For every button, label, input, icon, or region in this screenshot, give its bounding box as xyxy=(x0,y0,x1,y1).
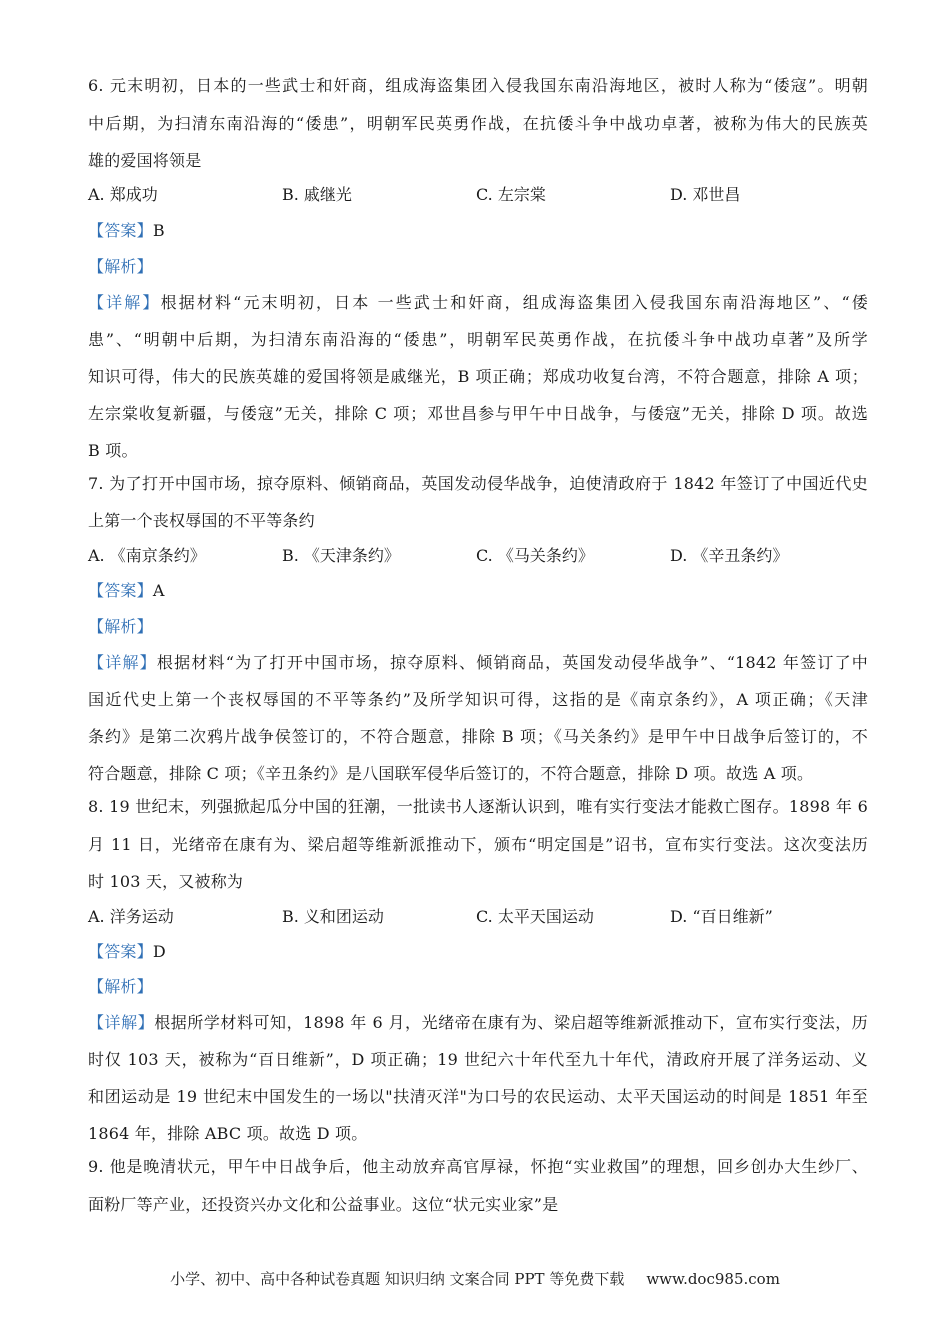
footer-url[interactable]: www.doc985.com xyxy=(646,1270,780,1288)
q8-option-a: A. 洋务运动 xyxy=(88,907,174,926)
q6-stem-line-1: 6. 元末明初，日本的一些武士和奸商，组成海盗集团入侵我国东南沿海地区，被时人称为“倭寇”。明朝 xyxy=(88,76,868,95)
q6-detail-line-2: 患”、“明朝中后期，为扫清东南沿海的“倭患”，明朝军民英勇作战，在抗倭斗争中战功卓著”及所学 xyxy=(88,330,868,349)
q7-detail-line-2: 国近代史上第一个丧权辱国的不平等条约”及所学知识可得，这指的是《南京条约》，A 项正确；《天津 xyxy=(88,690,868,709)
q8-detail-line-3: 和团运动是 19 世纪末中国发生的一场以"扶清灭洋"为口号的农民运动、太平天国运动的时间是 1851 年至 xyxy=(88,1087,868,1106)
q6-detail-line-5: B 项。 xyxy=(88,441,138,460)
q6-answer-value: B xyxy=(152,221,165,240)
q8-detail-line-2: 时仅 103 天，被称为“百日维新”，D 项正确；19 世纪六十年代至九十年代，清政府开展了洋务运动、义 xyxy=(88,1050,868,1069)
q7-detail-line-1: 【详解】根据材料“为了打开中国市场，掠夺原料、倾销商品，英国发动侵华战争”、“1842 年签订了中 xyxy=(88,653,868,672)
q9-stem-line-2: 面粉厂等产业，还投资兴办文化和公益事业。这位“状元实业家”是 xyxy=(88,1195,559,1214)
q7-stem-line-1: 7. 为了打开中国市场，掠夺原料、倾销商品，英国发动侵华战争，迫使清政府于 1842 年签订了中国近代史 xyxy=(88,474,868,493)
answer-tag: 【答案】 xyxy=(88,942,153,961)
q6-analysis xyxy=(88,256,868,278)
q7-stem-line-2: 上第一个丧权辱国的不平等条约 xyxy=(88,511,315,530)
analysis-tag: 【解析】 xyxy=(88,257,153,276)
q7-answer-value: A xyxy=(152,581,165,600)
answer-tag: 【答案】 xyxy=(88,581,153,600)
q8-stem-line-3: 时 103 天，又被称为 xyxy=(88,872,244,891)
q7-analysis xyxy=(88,616,868,638)
q7-option-b: B. 《天津条约》 xyxy=(282,546,400,565)
q8-answer xyxy=(88,941,868,963)
q7-option-c: C. 《马关条约》 xyxy=(476,546,594,565)
detail-tag: 【详解】 xyxy=(88,293,161,312)
q8-option-c: C. 太平天国运动 xyxy=(476,907,594,926)
q8-stem-line-2: 月 11 日，光绪帝在康有为、梁启超等维新派推动下，颁布“明定国是”诏书，宣布实行变法。这次变法历 xyxy=(88,835,868,854)
answer-tag: 【答案】 xyxy=(88,221,153,240)
q7-detail-line-3: 条约》是第二次鸦片战争侯签订的，不符合题意，排除 B 项；《马关条约》是甲午中日战争后签订的，不 xyxy=(88,727,868,746)
detail-tag: 【详解】 xyxy=(88,653,157,672)
q8-option-b: B. 义和团运动 xyxy=(282,907,384,926)
q8-option-d: D. “百日维新” xyxy=(670,907,773,926)
detail-tag: 【详解】 xyxy=(88,1013,155,1032)
q9-stem-line-1: 9. 他是晚清状元，甲午中日战争后，他主动放弃高官厚禄，怀抱“实业救国”的理想，回乡创办大生纱厂、 xyxy=(88,1157,868,1176)
q6-detail-line-3: 知识可得，伟大的民族英雄的爱国将领是戚继光，B 项正确；郑成功收复台湾，不符合题意，排除 A 项； xyxy=(88,367,868,386)
q6-option-c: C. 左宗棠 xyxy=(476,185,546,204)
q8-detail-line-4: 1864 年，排除 ABC 项。故选 D 项。 xyxy=(88,1124,368,1143)
q6-option-b: B. 戚继光 xyxy=(282,185,352,204)
q7-option-a: A. 《南京条约》 xyxy=(88,546,206,565)
q6-detail-line-4: 左宗棠收复新疆，与倭寇”无关，排除 C 项；邓世昌参与甲午中日战争，与倭寇”无关，排除 D 项。故选 xyxy=(88,404,868,423)
q7-option-d: D. 《辛丑条约》 xyxy=(670,546,789,565)
q6-option-a: A. 郑成功 xyxy=(88,185,158,204)
page-footer xyxy=(0,1268,950,1290)
q8-answer-value: D xyxy=(152,942,166,961)
q7-detail-line-4: 符合题意，排除 C 项；《辛丑条约》是八国联军侵华后签订的，不符合题意，排除 D 项。故选 A 项。 xyxy=(88,764,814,783)
q6-answer xyxy=(88,220,868,242)
q6-detail-line-1: 【详解】根据材料“元末明初，日本 一些武士和奸商，组成海盗集团入侵我国东南沿海地区”、“倭 xyxy=(88,293,868,312)
q6-stem-line-2: 中后期，为扫清东南沿海的“倭患”，明朝军民英勇作战，在抗倭斗争中战功卓著，被称为伟大的民族英 xyxy=(88,114,868,133)
q7-answer xyxy=(88,580,868,602)
analysis-tag: 【解析】 xyxy=(88,617,153,636)
q8-detail-line-1: 【详解】根据所学材料可知，1898 年 6 月，光绪帝在康有为、梁启超等维新派推动下，宣布实行变法，历 xyxy=(88,1013,868,1032)
q8-stem-line-1: 8. 19 世纪末，列强掀起瓜分中国的狂潮，一批读书人逐渐认识到，唯有实行变法才能救亡图存。1898 年 6 xyxy=(88,797,868,816)
analysis-tag: 【解析】 xyxy=(88,977,153,996)
q6-stem-line-3: 雄的爱国将领是 xyxy=(88,151,202,170)
footer-text: 小学、初中、高中各种试卷真题 知识归纳 文案合同 PPT 等免费下载 xyxy=(170,1270,625,1288)
q8-analysis xyxy=(88,976,868,998)
q6-option-d: D. 邓世昌 xyxy=(670,185,741,204)
